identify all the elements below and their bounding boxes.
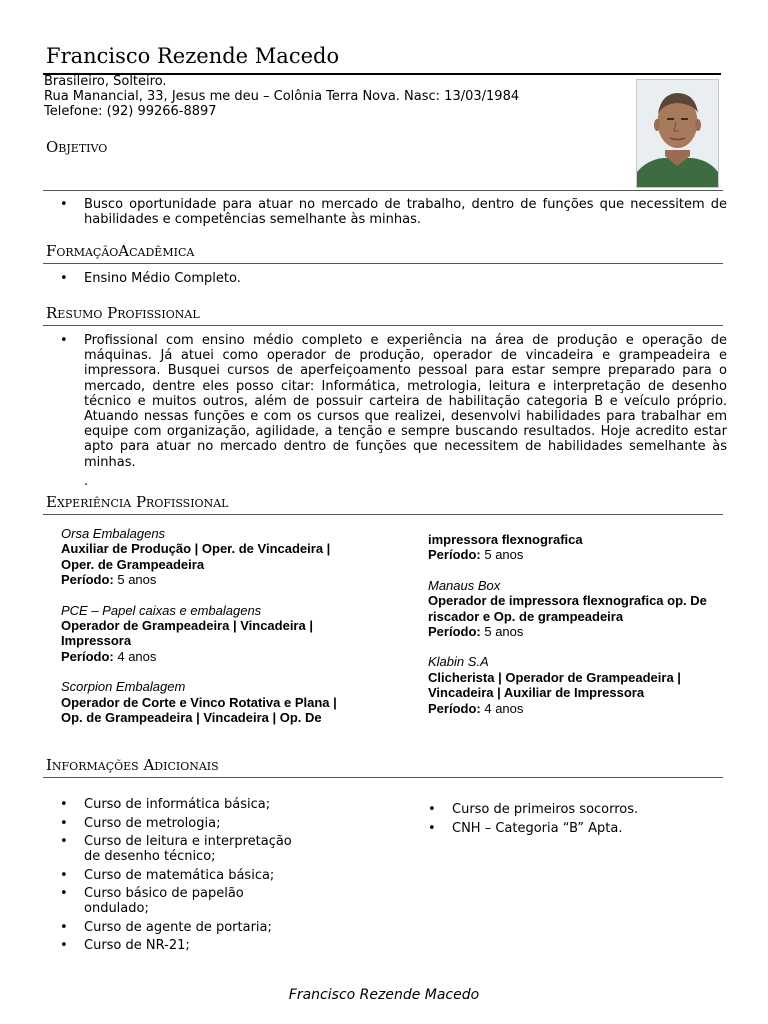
list-item: • Curso de leitura e interpretação de desenho técnico; [84,834,304,864]
section-title-formacao: FormaçãoAcadêmica [46,242,195,260]
list-item: • Curso de NR-21; [84,938,304,953]
period-label: Período: [61,648,114,664]
experience-company: Orsa Embalagens [61,526,166,541]
section-title-experiencia: Experiência Profissional [46,493,229,511]
phone: Telefone: (92) 99266-8897 [44,104,217,119]
list-item: • Curso de agente de portaria; [84,920,304,935]
section-divider-experiencia [43,514,723,515]
section-title-adicionais: Informações Adicionais [46,756,219,774]
experience-role: impressora flexnografica [428,532,583,547]
period-value: 5 anos [480,624,524,640]
additional-info-left-list [84,797,304,957]
experience-item [61,603,361,665]
profile-photo [636,79,719,188]
experience-role: Operador de Corte e Vinco Rotativa e Plana | Op. de Grampeadeira | Vincadeira | Op. De [61,694,337,726]
experience-role: Auxiliar de Produção | Oper. de Vincadeira | Oper. de Grampeadeira [61,541,331,572]
experience-role: Operador de impressora flexnografica op. De riscador e Op. de grampeadeira [428,593,707,624]
period-value: 4 anos [113,648,157,664]
list-item: • Curso de informática básica; [84,797,304,812]
nationality-status: Brasileiro, Solteiro. [44,74,167,89]
list-item: • CNH – Categoria “B” Apta. [452,821,712,836]
experience-company: Manaus Box [428,577,501,593]
section-title-resumo: Resumo Profissional [46,304,200,322]
list-item: • Curso de matemática básica; [84,868,304,883]
experience-role: Operador de Grampeadeira | Vincadeira | Impressora [61,618,313,649]
experience-right-column [428,532,720,731]
period-label: Período: [61,572,114,588]
section-divider-resumo [43,325,723,326]
section-title-objetivo: Objetivo [46,138,108,156]
resumo-trailing-dot: . [84,474,89,489]
contact-info [44,74,519,119]
period-label: Período: [428,547,481,563]
person-photo-icon [637,80,718,187]
period-value: 4 anos [480,700,524,716]
candidate-name: Francisco Rezende Macedo [46,44,340,68]
experience-left-column [61,526,361,740]
experience-period [428,547,720,562]
formacao-text: • Ensino Médio Completo. [84,271,727,286]
period-label: Período: [428,624,481,640]
period-value: 5 anos [480,547,524,563]
experience-item [61,679,361,725]
additional-info-right-list [452,802,712,839]
section-divider-formacao [43,263,723,264]
experience-item [428,654,720,716]
experience-item-continuation [428,532,720,563]
experience-period [61,649,361,664]
period-label: Período: [428,700,481,716]
experience-item [428,578,720,640]
experience-role: Clicherista | Operador de Grampeadeira | Vincadeira | Auxiliar de Impressora [428,669,681,701]
footer-name: Francisco Rezende Macedo [288,987,480,1003]
experience-item [61,526,361,588]
experience-company: Scorpion Embalagem [61,679,186,695]
experience-period [61,572,361,587]
period-value: 5 anos [113,572,157,588]
address-birthdate: Rua Manancial, 33, Jesus me deu – Colônia Terra Nova. Nasc: 13/03/1984 [44,89,520,104]
experience-period [428,701,720,716]
resumo-text: • Profissional com ensino médio completo e experiência na área de produção e operação de máquinas. Já atuei como operador de produção, operador de vincadeira e grampeadeira e impressora. Busquei cursos de aperfeiçoamento pessoal para estar sempre preparado para o mercado, dentre eles posso citar: Informática, metrologia, leitura e interpretação de desenho técnico e muitos outros, além de possuir carteira de habilitação categoria B e veículo próprio. Atuando nessas funções e com os cursos que realizei, desenvolvi habilidades para trabalhar em equipe com organização, agilidade, a tenção e sempre buscando resultados. Hoje acredito estar apto para atuar no mercado dentro de funções que necessitem de habilidades semelhante às minhas. [84,333,727,470]
objetivo-text: • Busco oportunidade para atuar no mercado de trabalho, dentro de funções que necessitem de habilidades e competências semelhante às minhas. [84,197,727,227]
experience-company: PCE – Papel caixas e embalagens [61,602,262,618]
list-item: • Curso de primeiros socorros. [452,802,712,817]
section-divider-adicionais [43,777,723,778]
list-item: • Curso básico de papelão ondulado; [84,886,304,916]
section-divider-objetivo [43,190,723,191]
list-item: • Curso de metrologia; [84,816,304,831]
experience-company: Klabin S.A [428,654,489,670]
experience-period [428,624,720,639]
